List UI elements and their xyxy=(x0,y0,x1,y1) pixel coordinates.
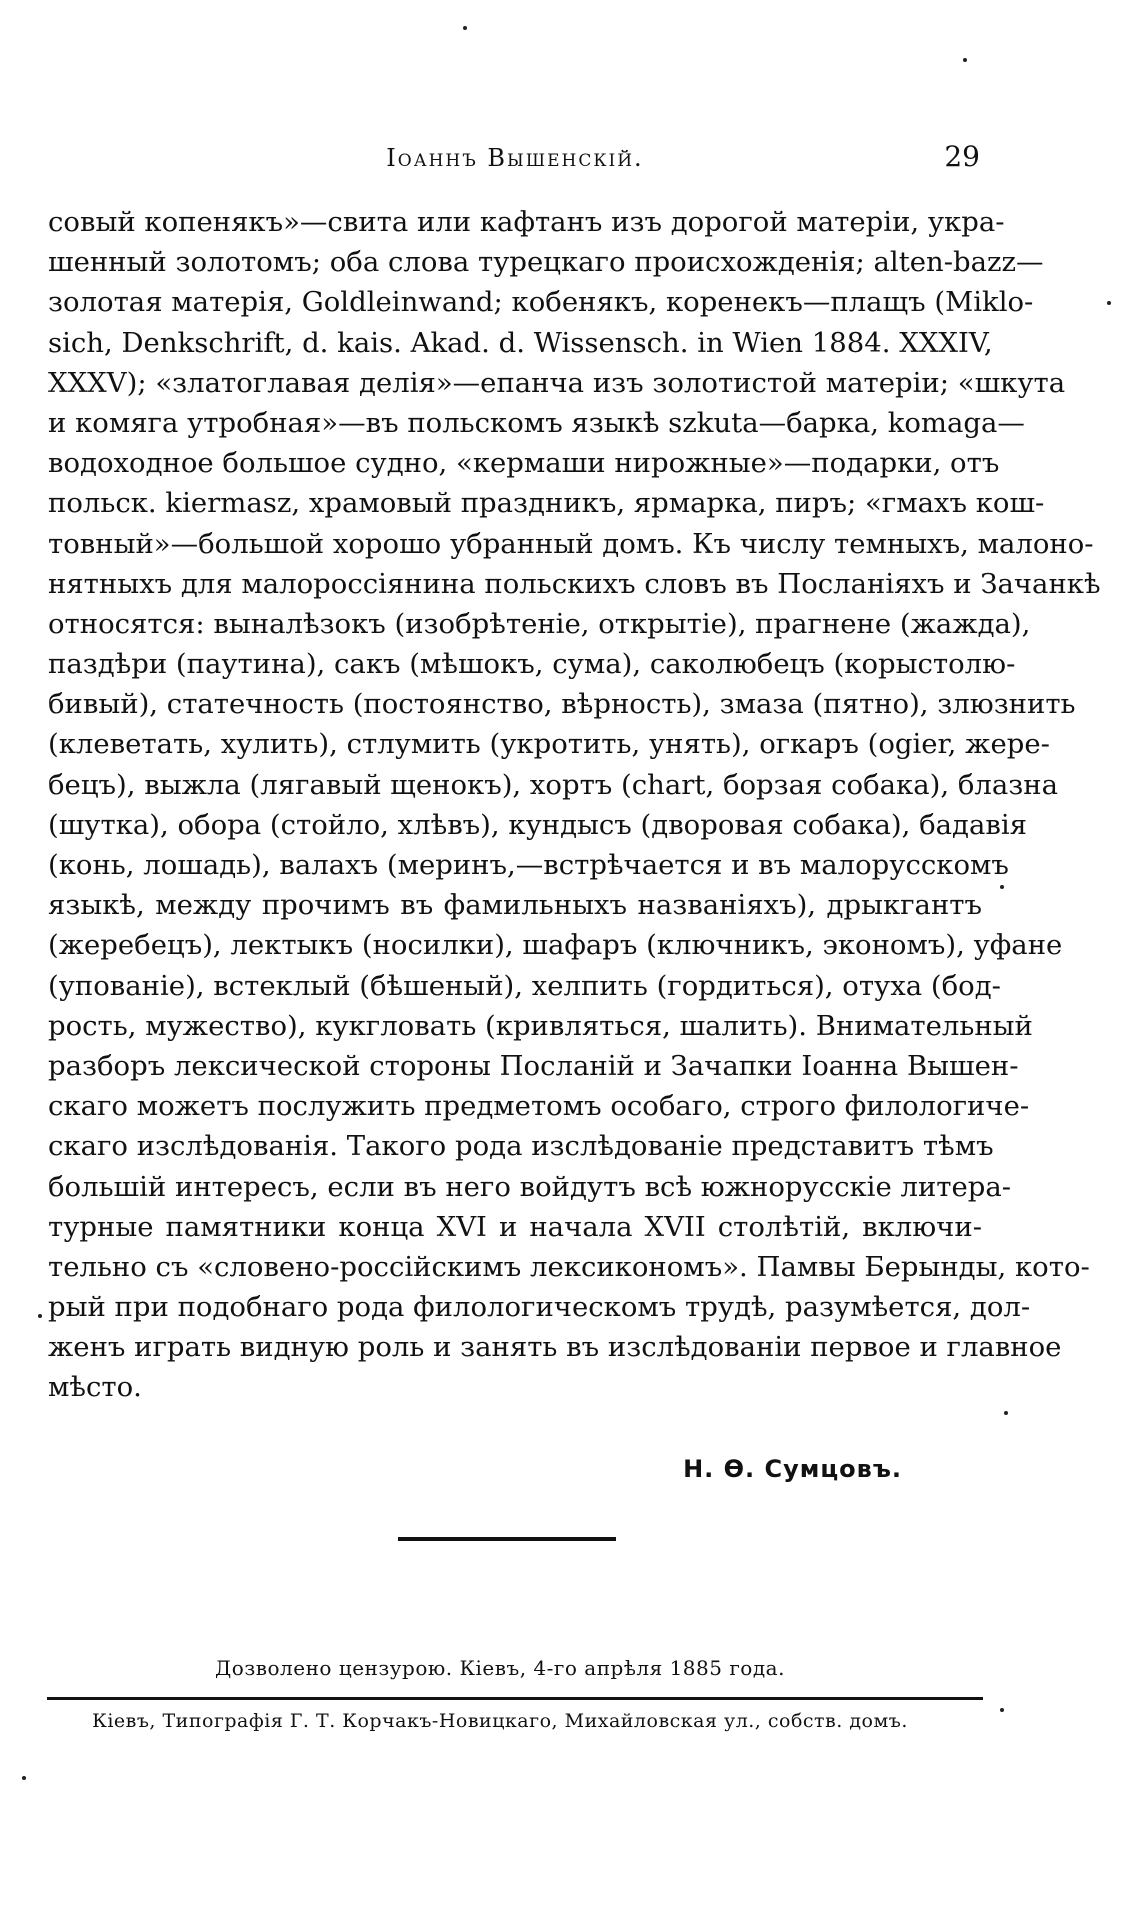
text-line: (упованіе), встеклый (бѣшеный), хелпить (гордиться), отуха (бод- xyxy=(48,969,1001,1002)
section-end-rule xyxy=(398,1537,616,1541)
text-line: sich, Denkschrift, d. kais. Akad. d. Wissensch. in Wien 1884. XXXIV, xyxy=(48,326,993,359)
running-head xyxy=(50,138,980,178)
scan-speck xyxy=(1000,885,1004,889)
body-text xyxy=(48,202,1101,1408)
scan-speck xyxy=(1107,301,1111,305)
text-line: скаго можетъ послужить предметомъ особаго, строго филологиче- xyxy=(48,1090,1030,1123)
text-line: совый копенякъ»—свита или кафтанъ изъ дорогой матеріи, укра- xyxy=(48,206,1005,238)
text-line: товный»—большой хорошо убранный домъ. Къ числу темныхъ, малоно- xyxy=(48,527,1094,560)
text-line: польск. kiermasz, храмовый праздникъ, ярмарка, пиръ; «гмахъ кош- xyxy=(48,487,1045,520)
printer-imprint: Кіевъ, Типографія Г. Т. Корчакъ-Новицкаго, Михайловская ул., собств. домъ. xyxy=(92,1710,908,1732)
text-line: рость, мужество), кукгловать (кривляться, шалить). Внимательный xyxy=(48,1009,1033,1042)
text-line: паздѣри (паутина), сакъ (мѣшокъ, сума), саколюбецъ (корыстолю- xyxy=(48,648,1016,681)
scan-speck xyxy=(963,58,967,62)
page-number: 29 xyxy=(944,140,980,173)
author-signature: Н. Ѳ. Сумцовъ. xyxy=(683,1455,902,1483)
text-line: большій интересъ, если въ него войдутъ всѣ южнорусскіе литера- xyxy=(48,1170,1012,1203)
text-line-last: мѣсто. xyxy=(48,1371,142,1404)
text-line: водоходное большое судно, «кермаши нирожные»—подарки, отъ xyxy=(48,447,1000,480)
text-line: женъ играть видную роль и занять въ изслѣдованіи первое и главное xyxy=(48,1331,1062,1364)
text-line: шенный золотомъ; оба слова турецкаго происхожденія; alten-bazz— xyxy=(48,246,1044,279)
text-line: золотая матерія, Goldleinwand; кобенякъ, коренекъ—плащъ (Miklo- xyxy=(48,286,1034,319)
text-line: (шутка), обора (стойло, хлѣвъ), кундысъ (дворовая собака), бадавія xyxy=(48,808,1027,841)
text-line: (клеветать, хулить), стлумить (укротить, унять), огкаръ (ogier, жере- xyxy=(48,728,1050,761)
scan-speck xyxy=(1004,1411,1008,1415)
text-line: (конь, лошадь), валахъ (меринъ,—встрѣчается и въ малорусскомъ xyxy=(48,849,1009,881)
text-line: разборъ лексической стороны Посланій и Зачапки Іоанна Вышен- xyxy=(48,1049,1019,1082)
scan-speck xyxy=(463,26,467,30)
scan-speck xyxy=(1000,1708,1004,1712)
text-line: турные памятники конца XVI и начала XVII столѣтій, включи- xyxy=(48,1210,982,1243)
text-line: относятся: выналѣзокъ (изобрѣтеніе, открытіе), прагнене (жажда), xyxy=(48,607,1031,640)
imprint-rule xyxy=(47,1697,983,1700)
scan-speck xyxy=(38,1314,42,1318)
text-line: бецъ), выжла (лягавый щенокъ), хортъ (chart, борзая собака), блазна xyxy=(48,768,1058,801)
text-line: тельно съ «словено-россійскимъ лексикономъ». Памвы Берынды, кото- xyxy=(48,1250,1090,1283)
text-line: бивый), статечность (постоянство, вѣрность), змаза (пятно), злюзнить xyxy=(48,688,1076,721)
text-line: рый при подобнаго рода филологическомъ трудѣ, разумѣется, дол- xyxy=(48,1291,1031,1324)
censor-note: Дозволено цензурою. Кіевъ, 4-го апрѣля 1885 года. xyxy=(215,1656,785,1680)
text-line: языкѣ, между прочимъ въ фамильныхъ названіяхъ), дрыкгантъ xyxy=(48,889,982,922)
text-line: (жеребецъ), лектыкъ (носилки), шафаръ (ключникъ, экономъ), уфане xyxy=(48,929,1063,962)
header-title: Іоаннъ Вышенскій. xyxy=(386,144,644,172)
text-line: скаго изслѣдованія. Такого рода изслѣдованіе представитъ тѣмъ xyxy=(48,1130,994,1163)
text-line: нятныхъ для малороссіянина польскихъ словъ въ Посланіяхъ и Зачанкѣ xyxy=(48,567,1101,600)
text-line: и комяга утробная»—въ польскомъ языкѣ szkuta—барка, komaga— xyxy=(48,406,1025,439)
text-line: XXXV); «златоглавая делія»—епанча изъ золотистой матеріи; «шкута xyxy=(48,366,1066,399)
scan-speck xyxy=(22,1776,26,1780)
